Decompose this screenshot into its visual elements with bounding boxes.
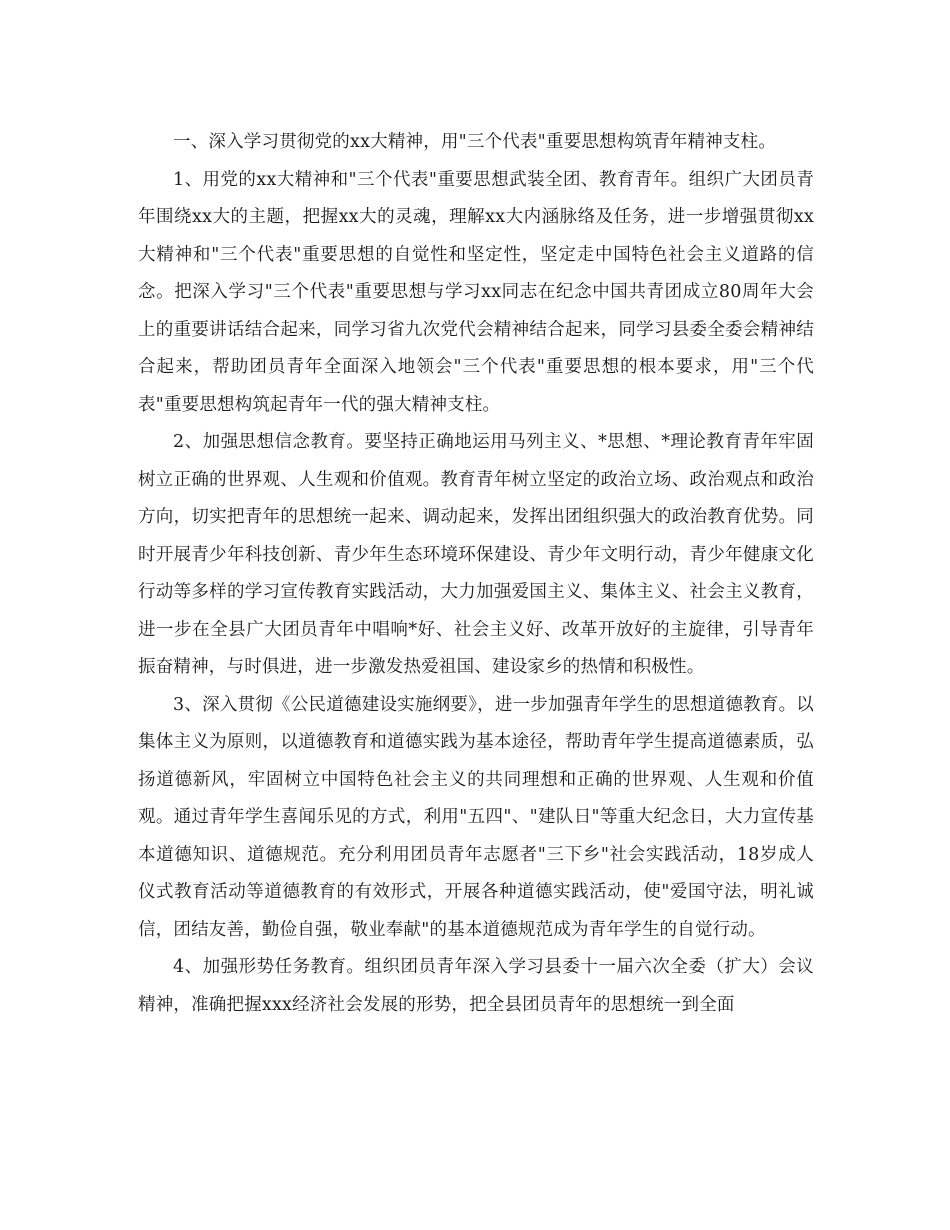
section-heading-1: 一、深入学习贯彻党的xx大精神，用"三个代表"重要思想构筑青年精神支柱。: [173, 132, 777, 152]
document-body: [138, 124, 814, 1024]
paragraph-item-1: 1、用党的xx大精神和"三个代表"重要思想武装全团、教育青年。组织广大团员青年围绕xx大的主题，把握xx大的灵魂，理解xx大内涵脉络及任务，进一步增强贯彻xx大精神和"三个代表"重要思想的自觉性和坚定性，坚定走中国特色社会主义道路的信念。把深入学习"三个代表"重要思想与学习xx同志在纪念中国共青团成立80周年大会上的重要讲话结合起来，同学习省九次党代会精神结合起来，同学习县委全委会精神结合起来，帮助团员青年全面深入地领会"三个代表"重要思想的根本要求，用"三个代表"重要思想构筑起青年一代的强大精神支柱。: [138, 169, 814, 415]
paragraph-item-4: 4、加强形势任务教育。组织团员青年深入学习县委十一届六次全委（扩大）会议精神，准确把握xxx经济社会发展的形势，把全县团员青年的思想统一到全面: [138, 957, 814, 1015]
paragraph-item-2: 2、加强思想信念教育。要坚持正确地运用马列主义、*思想、*理论教育青年牢固树立正确的世界观、人生观和价值观。教育青年树立坚定的政治立场、政治观点和政治方向，切实把青年的思想统一起来、调动起来，发挥出团组织强大的政治教育优势。同时开展青少年科技创新、青少年生态环境环保建设、青少年文明行动，青少年健康文化行动等多样的学习宣传教育实践活动，大力加强爱国主义、集体主义、社会主义教育，进一步在全县广大团员青年中唱响*好、社会主义好、改革开放好的主旋律，引导青年振奋精神，与时俱进，进一步激发热爱祖国、建设家乡的热情和积极性。: [138, 432, 814, 677]
paragraph-item-3: 3、深入贯彻《公民道德建设实施纲要》，进一步加强青年学生的思想道德教育。以集体主义为原则，以道德教育和道德实践为基本途径，帮助青年学生提高道德素质，弘扬道德新风，牢固树立中国特色社会主义的共同理想和正确的世界观、人生观和价值观。通过青年学生喜闻乐见的方式，利用"五四"、"建队日"等重大纪念日，大力宣传基本道德知识、道德规范。充分利用团员青年志愿者"三下乡"社会实践活动，18岁成人仪式教育活动等道德教育的有效形式，开展各种道德实践活动，使"爱国守法，明礼诚信，团结友善，勤俭自强，敬业奉献"的基本道德规范成为青年学生的自觉行动。: [138, 694, 814, 940]
